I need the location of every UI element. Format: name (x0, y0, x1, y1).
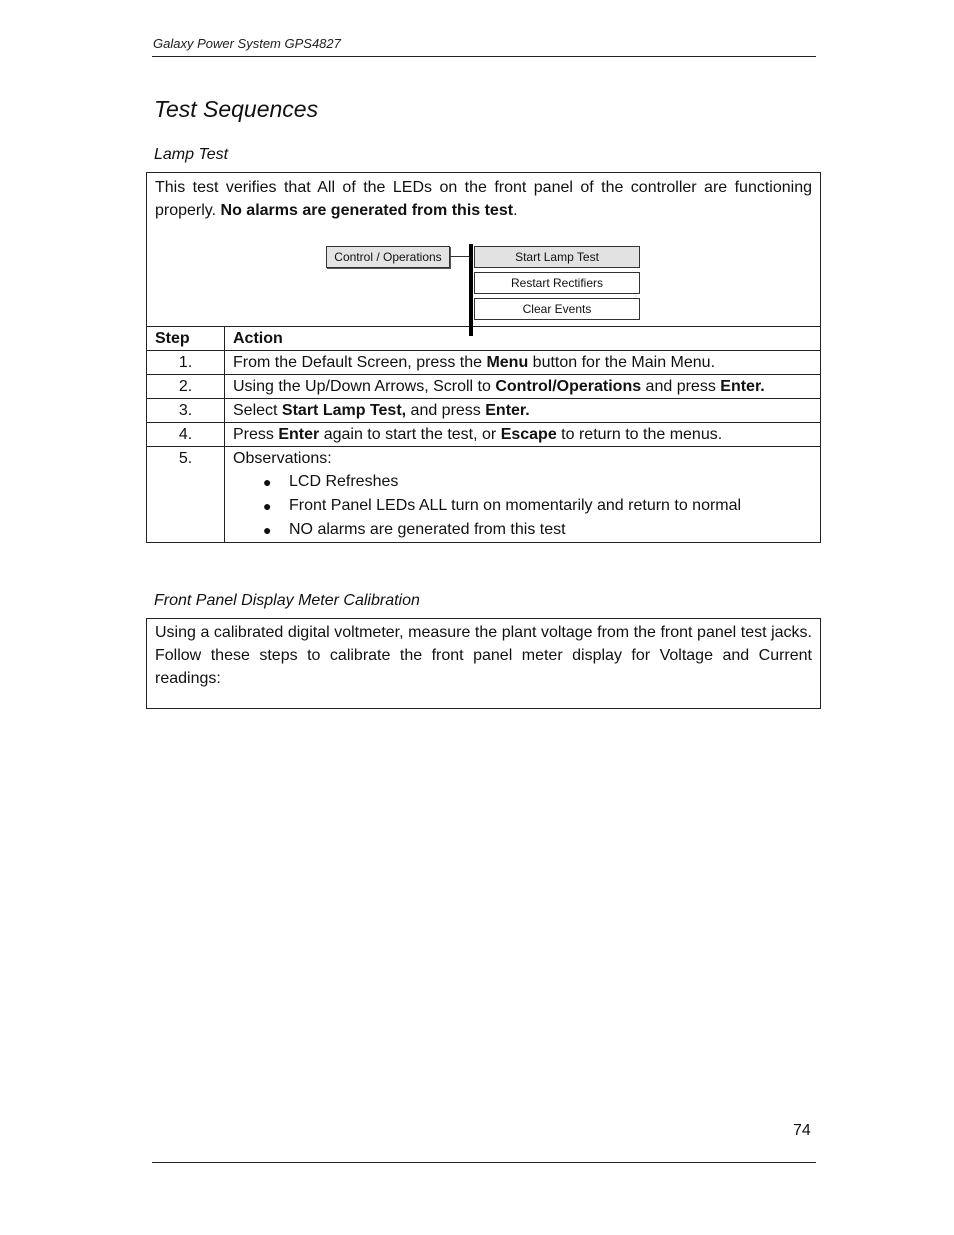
list-item (233, 494, 812, 518)
intro-end: . (513, 202, 518, 219)
table-row (147, 375, 820, 399)
step-header: Step (147, 327, 225, 351)
list-item (233, 470, 812, 494)
menu-branch-bar (469, 244, 473, 336)
section-title: Test Sequences (154, 96, 319, 122)
page-header: Galaxy Power System GPS4827 (153, 36, 341, 51)
menu-item-restart-rectifiers: Restart Rectifiers (474, 272, 640, 294)
action-header: Action (225, 327, 821, 351)
action-bold: Enter (278, 426, 320, 443)
calibration-text: Using a calibrated digital voltmeter, measure the plant voltage from the front panel test jacks. Follow these steps to calibrate the front panel meter display for Voltage and Current readings: (155, 624, 812, 687)
observation-text: LCD Refreshes (289, 473, 399, 490)
observations-label: Observations: (233, 450, 332, 467)
step-action (225, 399, 821, 423)
menu-item-clear-events: Clear Events (474, 298, 640, 320)
action-text: again to start the test, or (319, 426, 501, 443)
footer-rule (152, 1162, 816, 1163)
steps-table (147, 326, 820, 542)
table-header-row (147, 327, 820, 351)
table-row (147, 351, 820, 375)
action-text: button for the Main Menu. (528, 354, 716, 371)
menu-parent-control-operations: Control / Operations (326, 246, 450, 268)
page-number: 74 (793, 1122, 811, 1139)
step-number: 2. (147, 375, 225, 399)
step-number: 5. (147, 447, 225, 543)
observation-text: Front Panel LEDs ALL turn on momentarily and return to normal (289, 497, 742, 514)
action-bold: Escape (500, 426, 557, 443)
step-action (225, 351, 821, 375)
action-text: and press (641, 378, 721, 395)
action-bold: Menu (486, 354, 529, 371)
calibration-title: Front Panel Display Meter Calibration (154, 592, 420, 609)
bullet-icon: ● (263, 498, 272, 514)
lamp-test-box (146, 172, 821, 543)
lamp-test-intro (147, 173, 820, 222)
action-text: to return to the menus. (556, 426, 723, 443)
list-item (233, 518, 812, 542)
observation-text: NO alarms are generated from this test (289, 521, 566, 538)
calibration-box (146, 618, 821, 709)
action-bold: Enter. (720, 378, 765, 395)
menu-connector (450, 256, 470, 257)
observations-list (233, 470, 812, 542)
action-text: Press (233, 426, 279, 443)
table-row (147, 423, 820, 447)
step-number: 4. (147, 423, 225, 447)
action-text: Select (233, 402, 282, 419)
action-bold: Start Lamp Test, (281, 402, 407, 419)
lamp-test-title: Lamp Test (154, 146, 229, 163)
action-text: From the Default Screen, press the (233, 354, 487, 371)
table-row (147, 399, 820, 423)
bullet-icon: ● (263, 474, 272, 490)
step-number: 3. (147, 399, 225, 423)
action-text: Using the Up/Down Arrows, Scroll to (233, 378, 496, 395)
intro-text: This test verifies that All of the LEDs on the front panel of the controller are functioning properly. (155, 179, 812, 219)
intro-bold-text: No alarms are generated from this test (220, 202, 514, 219)
step-action (225, 423, 821, 447)
action-bold: Enter. (485, 402, 530, 419)
step-action (225, 447, 821, 543)
menu-diagram (147, 222, 820, 326)
bullet-icon: ● (263, 522, 272, 538)
step-number: 1. (147, 351, 225, 375)
table-row (147, 447, 820, 543)
menu-item-start-lamp-test: Start Lamp Test (474, 246, 640, 268)
step-action (225, 375, 821, 399)
action-text: and press (406, 402, 486, 419)
action-bold: Control/Operations (495, 378, 642, 395)
header-rule (152, 56, 816, 57)
